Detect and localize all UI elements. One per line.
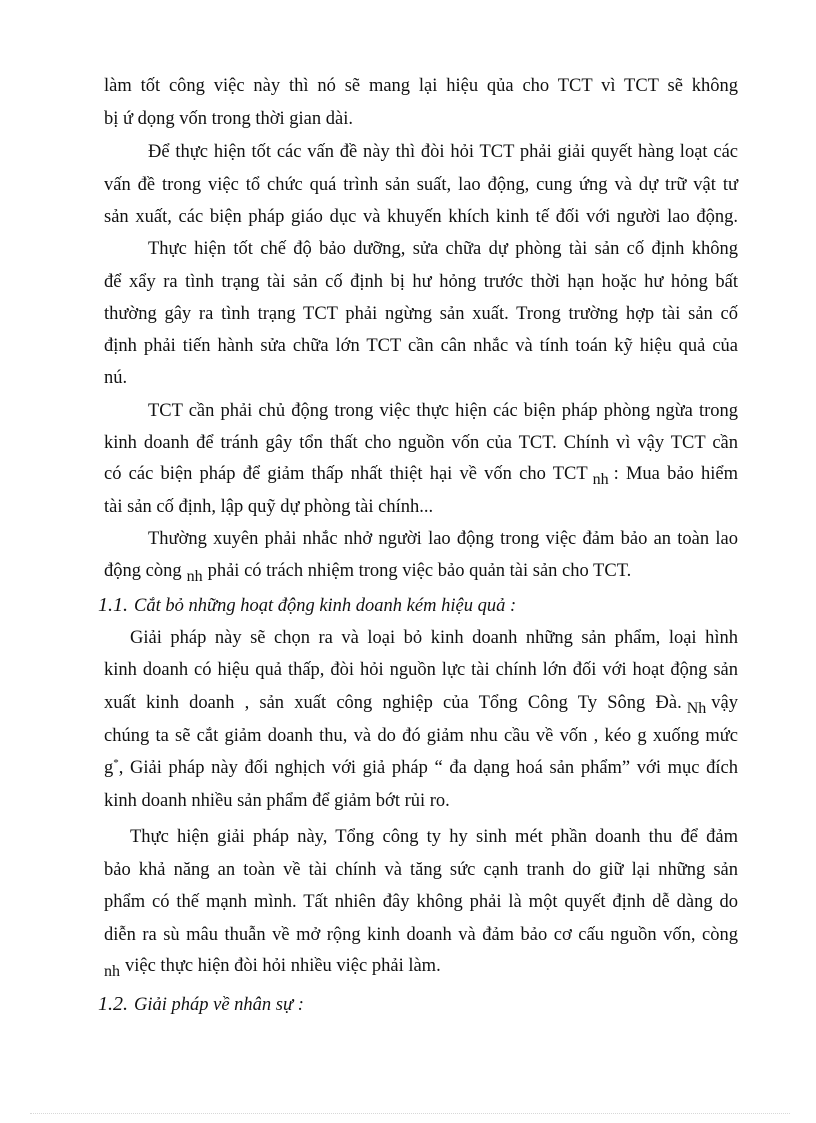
paragraph-line: tài sản cố định, lập quỹ dự phòng tài chính... xyxy=(104,497,434,517)
paragraph-line: diễn ra sù mâu thuẫn về mở rộng kinh doanh và đảm bảo cơ cấu nguồn vốn, còng xyxy=(104,925,738,945)
heading-number: 1.1. xyxy=(98,594,128,616)
paragraph-line: sản xuất, các biện pháp giáo dục và khuyến khích kinh tế đối với người lao động. xyxy=(104,207,738,227)
line-text: động còng xyxy=(104,561,182,581)
paragraph-line: Thực hiện tốt chế độ bảo dưỡng, sửa chữa dự phòng tài sản cố định không xyxy=(148,239,738,259)
line-text: , Giải pháp này đối nghịch với giả pháp “ đa dạng hoá sản phẩm” với mục đích xyxy=(118,758,738,778)
subscript-text: Nh xyxy=(686,700,707,717)
paragraph-line xyxy=(104,955,738,978)
superscript-text: * xyxy=(113,757,119,769)
line-text: vậy xyxy=(711,693,738,713)
paragraph-line: kinh doanh có hiệu quả thấp, đòi hỏi nguồn lực tài chính lớn đối với hoạt động sản xyxy=(104,660,738,680)
paragraph-line: kinh doanh để tránh gây tổn thất cho nguồn vốn của TCT. Chính vì vậy TCT cần xyxy=(104,433,738,453)
paragraph-line xyxy=(104,560,738,583)
paragraph-line: chúng ta sẽ cắt giảm doanh thu, và do đó giảm nhu cầu về vốn , kéo g xuống mức xyxy=(104,726,738,746)
paragraph-line: bị ứ dọng vốn trong thời gian dài. xyxy=(104,109,353,129)
paragraph-line xyxy=(104,463,738,486)
page-bottom-divider xyxy=(30,1113,790,1114)
paragraph-line: để xẩy ra tình trạng tài sản cố định bị hư hỏng trước thời hạn hoặc hư hỏng bất xyxy=(104,272,738,292)
line-text: : Mua bảo hiểm xyxy=(613,464,738,484)
paragraph-line: Thực hiện giải pháp này, Tổng công ty hy sinh mét phần doanh thu để đảm xyxy=(130,827,738,847)
subscript-text: nh xyxy=(592,471,609,488)
paragraph-line: phẩm có thế mạnh mình. Tất nhiên đây không phải là một quyết định dễ dàng do xyxy=(104,892,738,912)
paragraph-line: TCT cần phải chủ động trong việc thực hiện các biện pháp phòng ngừa trong xyxy=(148,401,738,421)
line-text: g xyxy=(104,758,114,778)
heading-number: 1.2. xyxy=(98,993,128,1015)
paragraph-line: làm tốt công việc này thì nó sẽ mang lại hiệu qủa cho TCT vì TCT sẽ không xyxy=(104,76,738,96)
paragraph-line: Thường xuyên phải nhắc nhở người lao động trong việc đảm bảo an toàn lao xyxy=(148,529,738,549)
paragraph-line: Giải pháp này sẽ chọn ra và loại bỏ kinh doanh những sản phẩm, loại hình xyxy=(130,628,738,648)
paragraph-line xyxy=(104,692,738,715)
paragraph-line: vấn đề trong việc tổ chức quá trình sản suất, lao động, cung ứng và dự trữ vật tư xyxy=(104,175,738,195)
subscript-text: nh xyxy=(104,963,120,980)
line-text: xuất kinh doanh , sản xuất công nghiệp của Tổng Công Ty Sông Đà. xyxy=(104,693,682,713)
paragraph-line: nú. xyxy=(104,368,128,388)
section-heading-1-2 xyxy=(98,993,304,1016)
paragraph-line: định phải tiến hành sửa chữa lớn TCT cần cân nhắc và tính toán kỹ hiệu quả của xyxy=(104,336,738,356)
paragraph-line: kinh doanh nhiều sản phẩm để giảm bớt rủi ro. xyxy=(104,791,450,811)
paragraph-line: Để thực hiện tốt các vấn đề này thì đòi hỏi TCT phải giải quyết hàng loạt các xyxy=(148,142,738,162)
heading-title: Giải pháp về nhân sự : xyxy=(134,995,304,1015)
paragraph-line xyxy=(104,757,738,781)
paragraph-line: thường gây ra tình trạng TCT phải ngừng sản xuất. Trong trường hợp tài sản cố xyxy=(104,304,738,324)
line-text: việc thực hiện đòi hỏi nhiều việc phải làm. xyxy=(125,956,441,976)
line-text: phải có trách nhiệm trong việc bảo quản tài sản cho TCT. xyxy=(207,561,632,581)
subscript-text: nh xyxy=(186,568,203,585)
paragraph-line: bảo khả năng an toàn về tài chính và tăng sức cạnh tranh do giữ lại những sản xyxy=(104,860,738,880)
heading-title: Cắt bỏ những hoạt động kinh doanh kém hiệu quả : xyxy=(134,596,517,616)
section-heading-1-1 xyxy=(98,594,516,617)
line-text: có các biện pháp để giảm thấp nhất thiệt hại về vốn cho TCT xyxy=(104,464,588,484)
